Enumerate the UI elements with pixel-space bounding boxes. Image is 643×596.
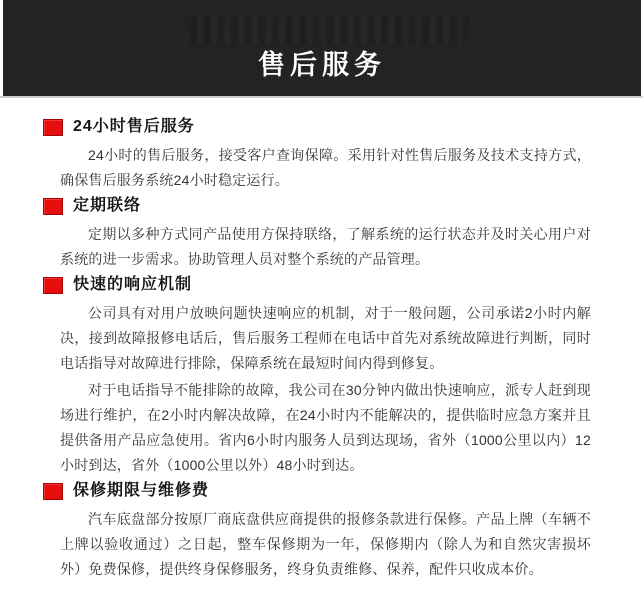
content (0, 98, 643, 584)
red-square-bullet-icon (43, 277, 63, 294)
section-rapid-response (43, 276, 591, 478)
section-heading: 定期联络 (73, 197, 142, 214)
section-paragraph: 汽车底盘部分按原厂商底盘供应商提供的报修条款进行保修。产品上牌（车辆不上牌以验收通过）之日起，整车保修期为一年，保修期内（除人为和自然灾害损坏外）免费保修，提供终身保修服务，终身负责维修、保养，配件只收成本价。 (60, 511, 591, 577)
section-paragraph: 24小时的售后服务，接受客户查询保障。采用针对性售后服务及技术支持方式，确保售后服务系统24小时稳定运行。 (60, 147, 591, 188)
section-paragraph: 定期以多种方式同产品使用方保持联络，了解系统的运行状态并及时关心用户对系统的进一步需求。协助管理人员对整个系统的产品管理。 (60, 226, 591, 267)
red-square-bullet-icon (43, 119, 63, 136)
red-square-bullet-icon (43, 483, 63, 500)
section-warranty (43, 482, 591, 582)
section-paragraph: 对于电话指导不能排除的故障，我公司在30分钟内做出快速响应，派专人赶到现场进行维护，在2小时内解决故障，在24小时内不能解决的，提供临时应急方案并且提供备用产品应急使用。省内6小时内服务人员到达现场，省外（1000公里以内）12小时到达，省外（1000公里以外）48小时到达。 (60, 382, 591, 473)
section-heading-row (43, 276, 591, 294)
section-heading-row (43, 118, 591, 136)
header-banner (3, 0, 641, 96)
section-24h-service (43, 118, 591, 193)
section-heading: 保修期限与维修费 (73, 482, 210, 499)
section-paragraph: 公司具有对用户放映问题快速响应的机制，对于一般问题，公司承诺2小时内解决，接到故障报修电话后，售后服务工程师在电话中首先对系统故障进行判断，同时电话指导对故障进行排除，保障系统在最短时间内得到修复。 (60, 305, 591, 371)
page-title: 售后服务 (258, 50, 386, 80)
red-square-bullet-icon (43, 198, 63, 215)
section-heading-row (43, 197, 591, 215)
section-heading: 24小时售后服务 (73, 118, 195, 135)
section-heading-row (43, 482, 591, 500)
section-regular-contact (43, 197, 591, 272)
section-heading: 快速的响应机制 (73, 276, 193, 293)
